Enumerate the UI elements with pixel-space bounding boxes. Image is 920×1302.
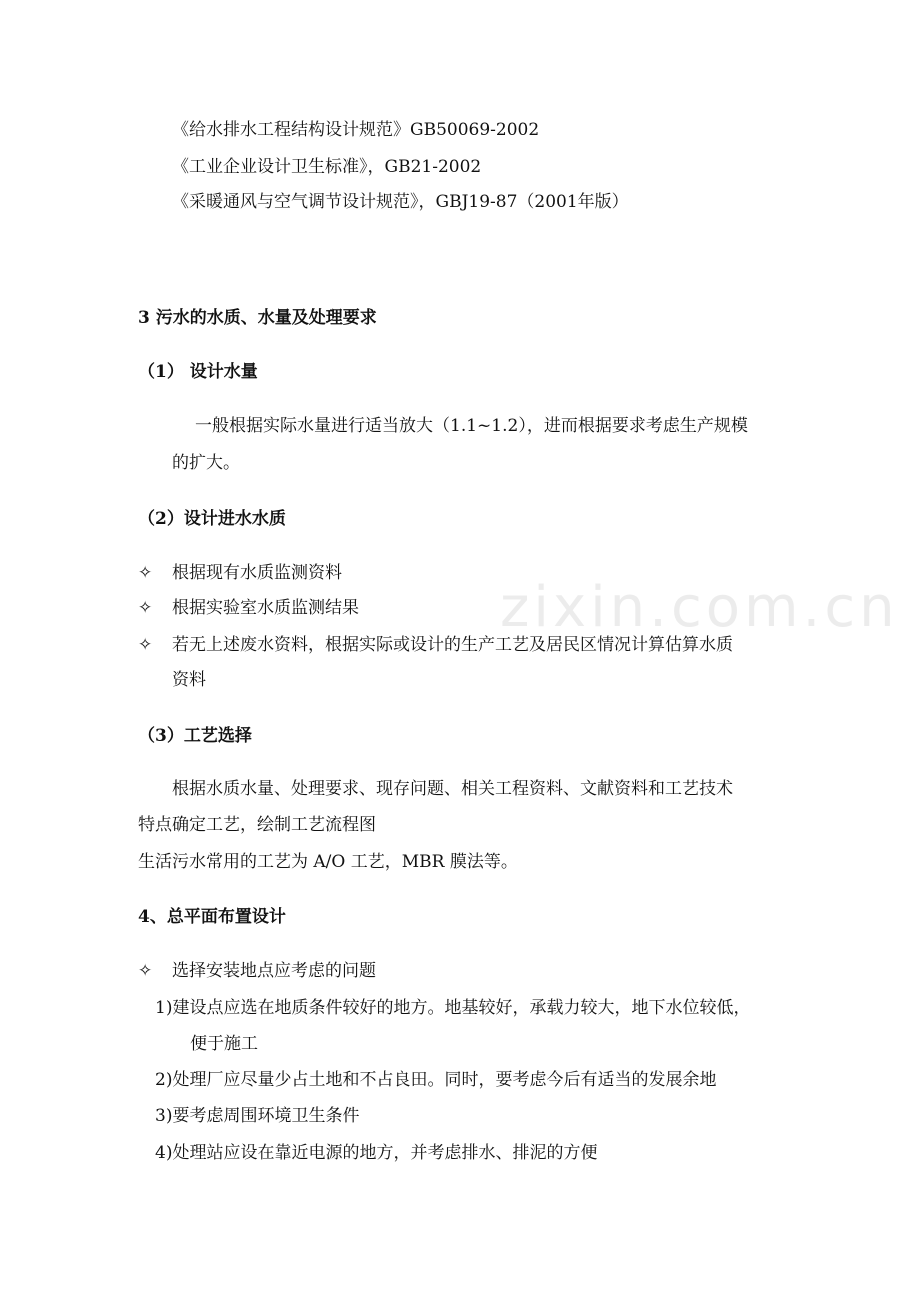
bullet-text: 根据现有水质监测资料 bbox=[172, 563, 342, 583]
numbered-item: 4)处理站应设在靠近电源的地方，并考虑排水、排泥的方便 bbox=[155, 1143, 598, 1163]
bullet-text-continuation: 资料 bbox=[172, 670, 206, 690]
bullet-icon: ✧ bbox=[138, 563, 153, 583]
reference-line: 《给水排水工程结构设计规范》GB50069-2002 bbox=[172, 120, 540, 140]
subsection-heading: （2）设计进水水质 bbox=[138, 509, 286, 529]
section-4-title: 4、总平面布置设计 bbox=[138, 907, 286, 927]
section-3-title: 3 污水的水质、水量及处理要求 bbox=[138, 308, 377, 328]
paragraph-line: 生活污水常用的工艺为 A/O 工艺，MBR 膜法等。 bbox=[138, 852, 518, 872]
bullet-text: 根据实验室水质监测结果 bbox=[172, 598, 359, 618]
numbered-item: 2)处理厂应尽量少占土地和不占良田。同时，要考虑今后有适当的发展余地 bbox=[155, 1070, 717, 1090]
paragraph-line: 的扩大。 bbox=[172, 453, 240, 473]
watermark: zixin.com.cn bbox=[500, 575, 899, 640]
paragraph-line: 根据水质水量、处理要求、现存问题、相关工程资料、文献资料和工艺技术 bbox=[172, 779, 733, 799]
bullet-icon: ✧ bbox=[138, 961, 153, 981]
bullet-text: 选择安装地点应考虑的问题 bbox=[172, 961, 376, 981]
subsection-heading: （1） 设计水量 bbox=[138, 362, 258, 382]
numbered-item: 1)建设点应选在地质条件较好的地方。地基较好，承载力较大，地下水位较低， bbox=[155, 998, 751, 1018]
numbered-item: 3)要考虑周围环境卫生条件 bbox=[155, 1106, 360, 1126]
numbered-item-continuation: 便于施工 bbox=[190, 1034, 258, 1054]
paragraph-line: 特点确定工艺，绘制工艺流程图 bbox=[138, 815, 376, 835]
paragraph-line: 一般根据实际水量进行适当放大（1.1~1.2），进而根据要求考虑生产规模 bbox=[195, 416, 748, 436]
bullet-text: 若无上述废水资料，根据实际或设计的生产工艺及居民区情况计算估算水质 bbox=[172, 635, 733, 655]
bullet-icon: ✧ bbox=[138, 635, 153, 655]
subsection-heading: （3）工艺选择 bbox=[138, 726, 252, 746]
bullet-icon: ✧ bbox=[138, 598, 153, 618]
reference-line: 《采暖通风与空气调节设计规范》，GBJ19-87（2001年版） bbox=[172, 192, 629, 212]
reference-line: 《工业企业设计卫生标准》，GB21-2002 bbox=[172, 157, 482, 177]
